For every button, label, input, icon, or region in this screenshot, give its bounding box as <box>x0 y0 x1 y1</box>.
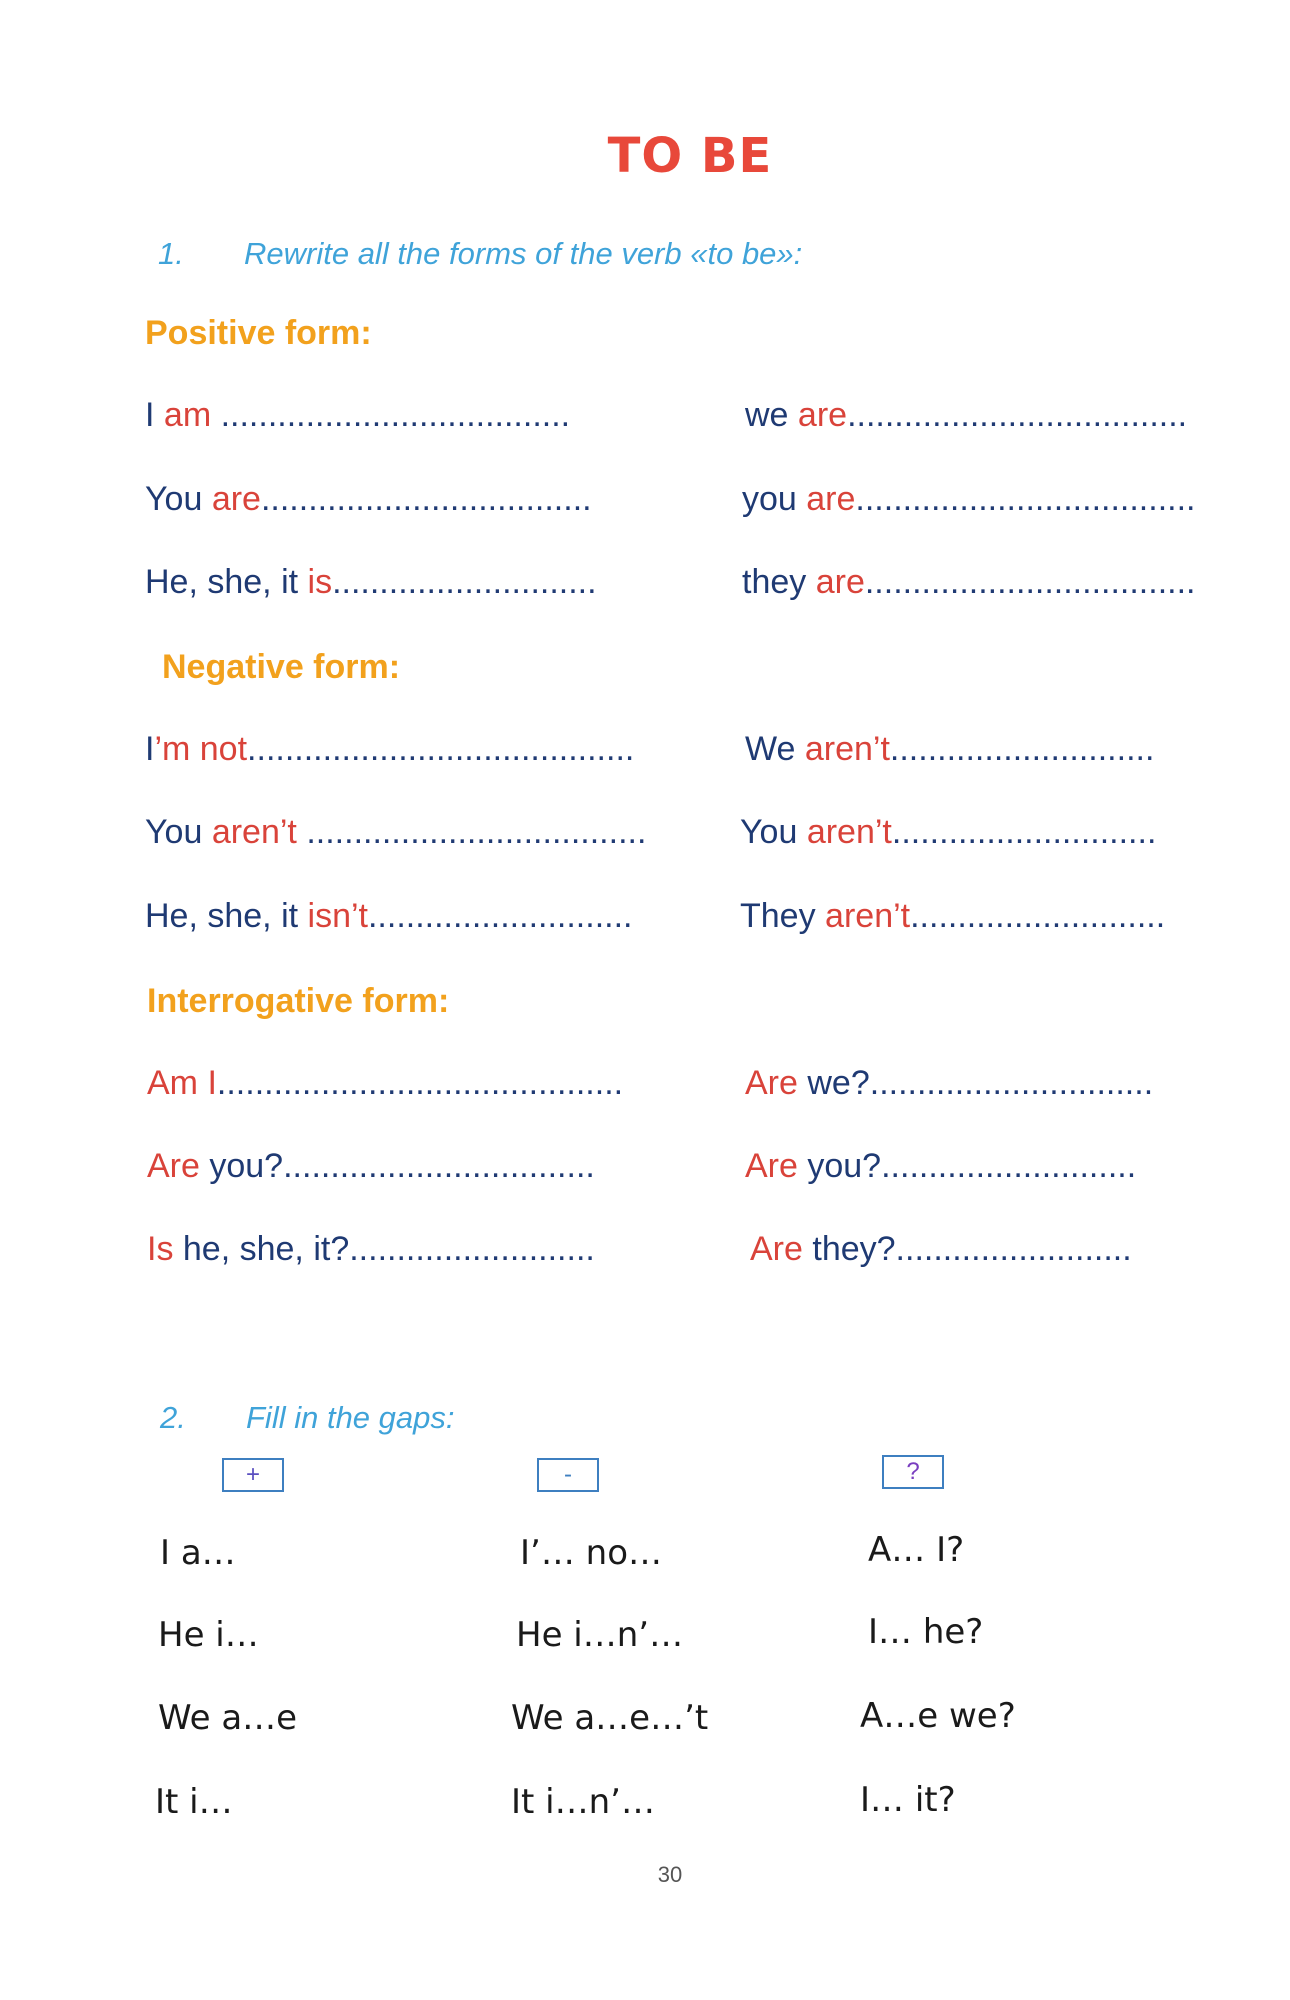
gap-question-1: A… I? <box>868 1530 965 1570</box>
gap-question-3: A…e we? <box>860 1696 1016 1736</box>
gap-question-4: I… it? <box>860 1780 956 1820</box>
positive-row-3-left: He, she, it is............................ <box>145 563 597 601</box>
negative-row-3-left: He, she, it isn’t............................ <box>145 897 633 935</box>
interrogative-row-3-right: Are they?......................... <box>750 1230 1132 1268</box>
exercise-2-instruction <box>160 1400 455 1436</box>
gap-positive-4: It i… <box>155 1782 233 1822</box>
gap-positive-2: He i… <box>158 1615 259 1655</box>
question-sign-box: ? <box>882 1455 944 1489</box>
exercise-1-text: Rewrite all the forms of the verb «to be»: <box>244 236 803 271</box>
interrogative-row-3-left: Is he, she, it?.......................... <box>147 1230 595 1268</box>
interrogative-row-1-right: Are we?.............................. <box>745 1064 1154 1102</box>
gap-negative-4: It i…n’… <box>511 1782 655 1822</box>
exercise-1-number: 1. <box>158 236 184 271</box>
negative-row-3-right: They aren’t........................... <box>740 897 1166 935</box>
positive-row-1-right: we are.................................... <box>745 396 1188 434</box>
interrogative-row-2-left: Are you?................................. <box>147 1147 595 1185</box>
gap-negative-3: We a…e…’t <box>511 1698 709 1738</box>
negative-row-1-left: I’m not......................................... <box>145 730 635 768</box>
page-title: TO BE <box>607 128 773 184</box>
negative-form-heading: Negative form: <box>162 648 401 686</box>
negative-row-2-right: You aren’t............................ <box>740 813 1157 851</box>
gap-question-2: I… he? <box>868 1612 984 1652</box>
gap-positive-3: We a…e <box>158 1698 298 1738</box>
positive-sign-box: + <box>222 1458 284 1492</box>
positive-form-heading: Positive form: <box>145 314 372 352</box>
negative-row-1-right: We aren’t............................ <box>745 730 1155 768</box>
exercise-2-number: 2. <box>160 1400 186 1435</box>
positive-row-3-right: they are................................... <box>742 563 1196 601</box>
negative-sign-box: - <box>537 1458 599 1492</box>
gap-negative-2: He i…n’… <box>516 1615 684 1655</box>
positive-row-1-left: I am ..................................... <box>145 396 571 434</box>
exercise-2-text: Fill in the gaps: <box>246 1400 455 1435</box>
interrogative-form-heading: Interrogative form: <box>147 982 450 1020</box>
negative-row-2-left: You aren’t .................................... <box>145 813 647 851</box>
gap-positive-1: I a… <box>160 1533 236 1573</box>
exercise-1-instruction <box>158 236 802 272</box>
page-number: 30 <box>657 1862 683 1887</box>
positive-row-2-right: you are.................................... <box>742 480 1196 518</box>
interrogative-row-1-left: Am I........................................... <box>147 1064 624 1102</box>
positive-row-2-left: You are................................... <box>145 480 592 518</box>
gap-negative-1: I’… no… <box>520 1533 662 1573</box>
interrogative-row-2-right: Are you?........................... <box>745 1147 1137 1185</box>
